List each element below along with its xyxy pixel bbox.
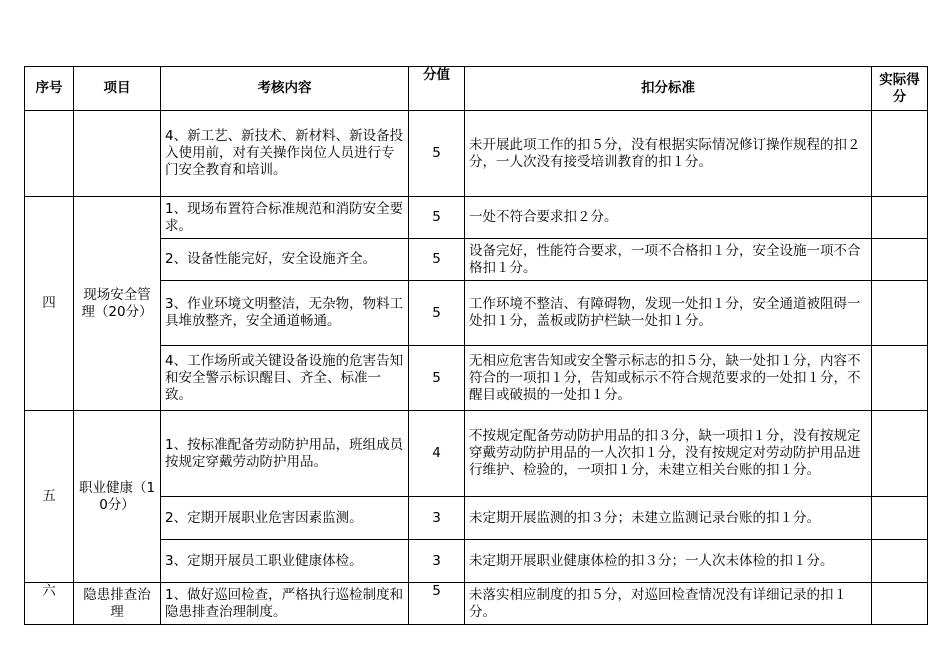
table-row — [25, 197, 928, 239]
content-cell: 4、新工艺、新技术、新材料、新设备投入使用前，对有关操作岗位人员进行专门安全教育和培训。 — [161, 111, 409, 197]
criteria-cell: 无相应危害告知或安全警示标志的扣５分，缺一处扣１分，内容不符合的一项扣１分，告知或标示不符合规范要求的一处扣１分，不醒目或破损的一处扣１分。 — [465, 346, 872, 411]
item-cell — [74, 111, 161, 197]
score-cell: 5 — [409, 197, 465, 239]
seq-cell — [25, 111, 74, 197]
header-row — [25, 67, 928, 111]
table-row — [25, 411, 928, 497]
content-cell: 1、做好巡回检查，严格执行巡检制度和隐患排查治理制度。 — [161, 583, 409, 625]
header-score: 分值 — [409, 67, 465, 111]
actual-score-cell — [872, 583, 928, 625]
score-cell: 3 — [409, 540, 465, 583]
actual-score-cell — [872, 197, 928, 239]
content-cell: 3、定期开展员工职业健康体检。 — [161, 540, 409, 583]
header-seq: 序号 — [25, 67, 74, 111]
actual-score-cell — [872, 411, 928, 497]
score-cell: 5 — [409, 583, 465, 625]
criteria-cell: 工作环境不整洁、有障碍物，发现一处扣１分，安全通道被阻碍一处扣１分，盖板或防护栏缺一处扣１分。 — [465, 281, 872, 346]
actual-score-cell — [872, 346, 928, 411]
header-actual: 实际得分 — [872, 67, 928, 111]
table-row — [25, 346, 928, 411]
table-row — [25, 583, 928, 625]
score-cell: 3 — [409, 497, 465, 540]
actual-score-cell — [872, 497, 928, 540]
criteria-cell: 一处不符合要求扣２分。 — [465, 197, 872, 239]
content-cell: 1、现场布置符合标准规范和消防安全要求。 — [161, 197, 409, 239]
criteria-cell: 未开展此项工作的扣５分，没有根据实际情况修订操作规程的扣２分，一人次没有接受培训教育的扣１分。 — [465, 111, 872, 197]
criteria-cell: 未定期开展职业健康体检的扣３分；一人次未体检的扣１分。 — [465, 540, 872, 583]
section-item: 职业健康（10分） — [74, 411, 161, 583]
score-cell: 5 — [409, 111, 465, 197]
criteria-cell: 未落实相应制度的扣５分，对巡回检查情况没有详细记录的扣１分。 — [465, 583, 872, 625]
section-seq: 六 — [25, 583, 74, 625]
content-cell: 2、定期开展职业危害因素监测。 — [161, 497, 409, 540]
table-row — [25, 540, 928, 583]
table-row — [25, 497, 928, 540]
content-cell: 4、工作场所或关键设备设施的危害告知和安全警示标识醒目、齐全、标准一致。 — [161, 346, 409, 411]
criteria-cell: 设备完好，性能符合要求，一项不合格扣１分，安全设施一项不合格扣１分。 — [465, 239, 872, 281]
actual-score-cell — [872, 239, 928, 281]
content-cell: 1、按标准配备劳动防护用品，班组成员按规定穿戴劳动防护用品。 — [161, 411, 409, 497]
content-cell: 2、设备性能完好，安全设施齐全。 — [161, 239, 409, 281]
content-cell: 3、作业环境文明整洁，无杂物，物料工具堆放整齐，安全通道畅通。 — [161, 281, 409, 346]
criteria-cell: 不按规定配备劳动防护用品的扣３分，缺一项扣１分，没有按规定穿戴劳动防护用品的一人次扣１分，没有按规定对劳动防护用品进行维护、检验的，一项扣１分，未建立相关台账的扣１分。 — [465, 411, 872, 497]
table-row — [25, 111, 928, 197]
actual-score-cell — [872, 111, 928, 197]
header-criteria: 扣分标准 — [465, 67, 872, 111]
score-cell: 5 — [409, 281, 465, 346]
score-cell: 5 — [409, 239, 465, 281]
section-item: 现场安全管理（20分） — [74, 197, 161, 411]
table-row — [25, 239, 928, 281]
section-seq: 五 — [25, 411, 74, 583]
header-content: 考核内容 — [161, 67, 409, 111]
score-cell: 4 — [409, 411, 465, 497]
section-seq: 四 — [25, 197, 74, 411]
section-item: 隐患排查治理 — [74, 583, 161, 625]
criteria-cell: 未定期开展监测的扣３分；未建立监测记录台账的扣１分。 — [465, 497, 872, 540]
actual-score-cell — [872, 540, 928, 583]
score-cell: 5 — [409, 346, 465, 411]
assessment-table — [24, 66, 928, 625]
header-item: 项目 — [74, 67, 161, 111]
table-row — [25, 281, 928, 346]
actual-score-cell — [872, 281, 928, 346]
